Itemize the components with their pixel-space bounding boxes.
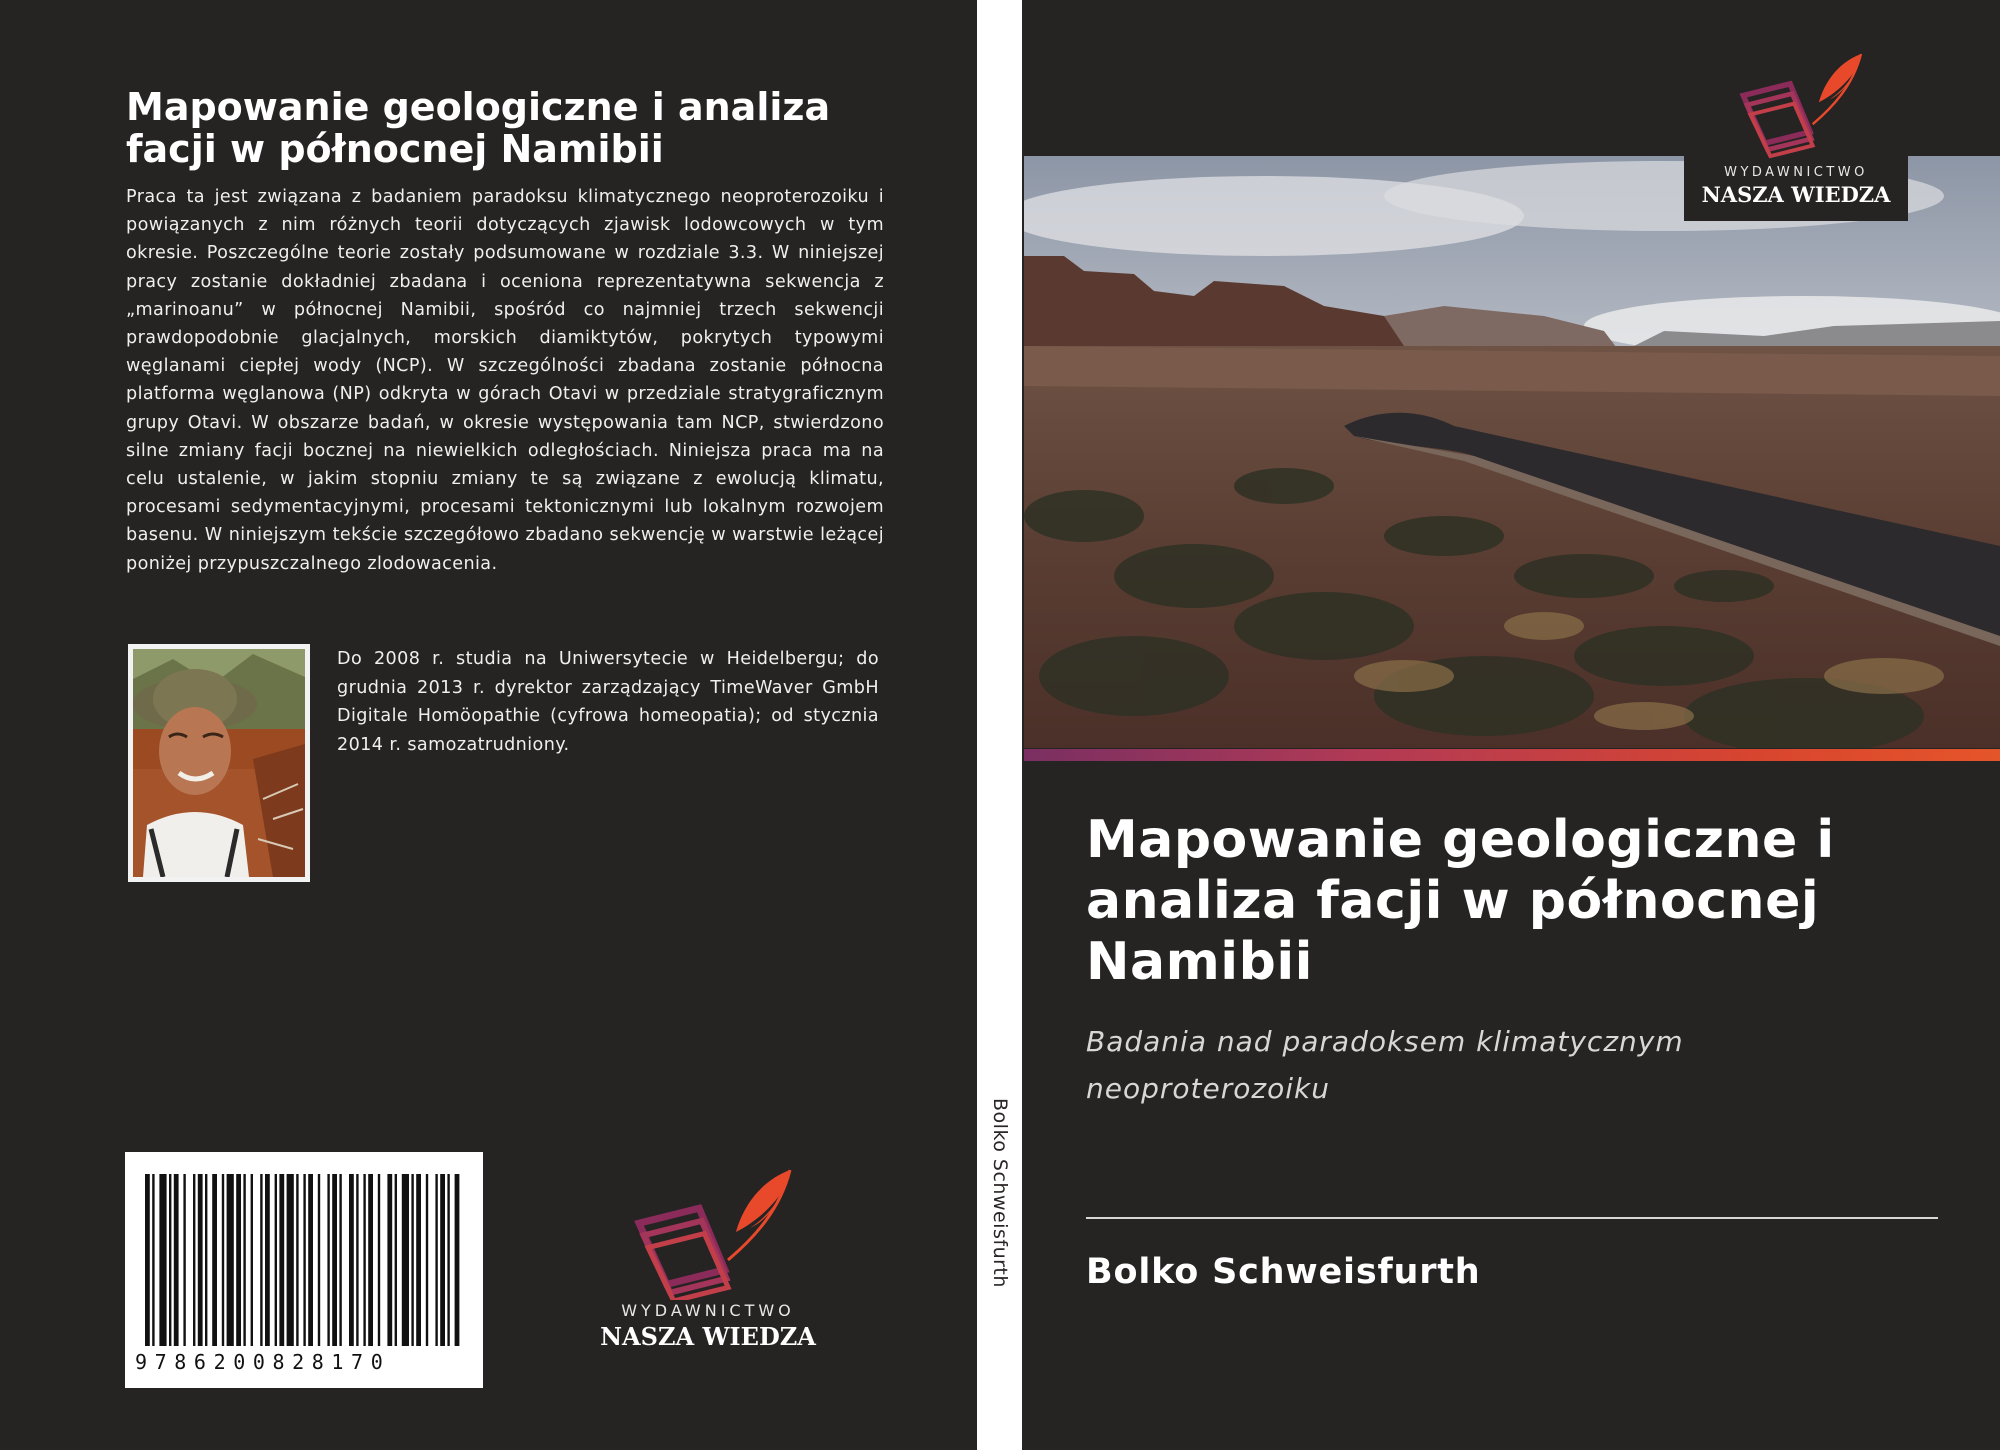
front-cover-subtitle: Badania nad paradoksem klimatycznym neoproterozoiku: [1086, 1025, 1684, 1105]
barcode-bar: [227, 1174, 234, 1346]
barcode-bar: [387, 1174, 392, 1346]
barcode-bar: [275, 1174, 277, 1346]
back-cover-title: Mapowanie geologiczne i analiza facji w północnej Namibii: [126, 85, 831, 171]
back-cover: [0, 0, 977, 1450]
barcode-bar: [243, 1174, 245, 1346]
publisher-word-back: WYDAWNICTWO: [621, 1301, 795, 1320]
barcode-bar: [303, 1174, 305, 1346]
barcode-bar: [368, 1174, 373, 1346]
barcode-bar: [349, 1174, 354, 1346]
barcode-bar: [265, 1174, 270, 1346]
barcode-bar: [455, 1174, 460, 1346]
front-cover-title: Mapowanie geologiczne i analiza facji w północnej Namibii: [1086, 810, 1835, 992]
barcode-bar: [447, 1174, 449, 1346]
barcode-bar: [152, 1174, 154, 1346]
book-feather-icon: [578, 1160, 838, 1300]
barcode-bar: [395, 1174, 397, 1346]
barcode-bar: [260, 1174, 262, 1346]
barcode-bar: [212, 1174, 217, 1346]
barcode-bar: [193, 1174, 195, 1346]
barcode-bar: [411, 1174, 413, 1346]
barcode-bar: [416, 1174, 421, 1346]
publisher-logo-back: [578, 1160, 838, 1360]
barcode-bar: [339, 1174, 341, 1346]
barcode-bar: [296, 1174, 298, 1346]
barcode-bar: [308, 1174, 313, 1346]
barcode-bar: [159, 1174, 166, 1346]
barcode-bar: [327, 1174, 329, 1346]
barcode-bar: [378, 1174, 380, 1346]
author-bio: Do 2008 r. studia na Uniwersytecie w Heidelbergu; do grudnia 2013 r. dyrektor zarządzający TimeWaver GmbH Digitale Homöopathie (cyfrowa homeopatia); od stycznia 2014 r. samozatrudniony.: [337, 649, 879, 755]
spine-author: Bolko Schweisfurth: [989, 1098, 1011, 1288]
barcode-bar: [287, 1174, 294, 1346]
isbn-digits: 9786200828170: [135, 1350, 391, 1374]
accent-stripe: [1024, 749, 2000, 761]
back-cover-description: Praca ta jest związana z badaniem paradoksu klimatycznego neoproterozoiku i powiązanych z nim różnych teorii dotyczących zjawisk lodowcowych w tym okresie. Poszczególne teorie zostały podsumowane w rozdziale 3.3. W niniejszej pracy zostanie dokładniej zbadana i oceniona reprezentatywna sekwencja z „marinoanu” w północnej Namibii, spośród co najmniej trzech sekwencji prawdopodobnie glacjalnych, morskich diamiktytów, pokrytych typowymi węglanami ciepłej wody (NCP). W szczególności zbadana zostanie północna platforma węglanowa (NP) odkryta w górach Otavi w przedziale stratygraficznym grupy Otavi. W obszarze badań, w okresie występowania tam NCP, stwierdzono silne zmiany facji bocznej na niewielkich odległościach. Niniejsza praca ma na celu ustalenie, w jakim stopniu zmiany te są związane z ewolucją klimatu, procesami sedymentacyjnymi, procesami tektonicznymi lub lokalnym rozwojem basenu. W niniejszym tekście szczegółowo zbadano sekwencję w warstwie leżącej poniżej przypuszczalnego zlodowacenia.: [126, 187, 884, 574]
barcode-bar: [198, 1174, 203, 1346]
barcode-bar: [440, 1174, 445, 1346]
barcode-bar: [318, 1174, 320, 1346]
cover-photo: [1024, 156, 2000, 748]
barcode-bar: [169, 1174, 171, 1346]
barcode-bar: [183, 1174, 185, 1346]
barcode-bar: [363, 1174, 365, 1346]
divider: [1086, 1217, 1938, 1219]
barcode-bar: [251, 1174, 253, 1346]
publisher-name-front: NASZA WIEDZA: [1701, 182, 1891, 207]
barcode-bar: [426, 1174, 428, 1346]
isbn-barcode: [125, 1152, 483, 1388]
barcode-bar: [435, 1174, 437, 1346]
barcode-bar: [222, 1174, 224, 1346]
publisher-logo-front: [1684, 48, 1908, 221]
barcode-bar: [279, 1174, 284, 1346]
publisher-word-front: WYDAWNICTWO: [1724, 165, 1868, 180]
barcode-bar: [145, 1174, 150, 1346]
author-photo: [128, 644, 310, 882]
barcode-bar: [174, 1174, 179, 1346]
barcode-bar: [332, 1174, 337, 1346]
publisher-name-back: NASZA WIEDZA: [600, 1322, 816, 1351]
barcode-bar: [356, 1174, 358, 1346]
front-cover-author: Bolko Schweisfurth: [1086, 1252, 1481, 1292]
barcode-bar: [402, 1174, 409, 1346]
barcode-bar: [236, 1174, 241, 1346]
book-feather-icon: [1684, 48, 1908, 160]
barcode-bar: [205, 1174, 207, 1346]
barcode-bars: [125, 1152, 483, 1352]
